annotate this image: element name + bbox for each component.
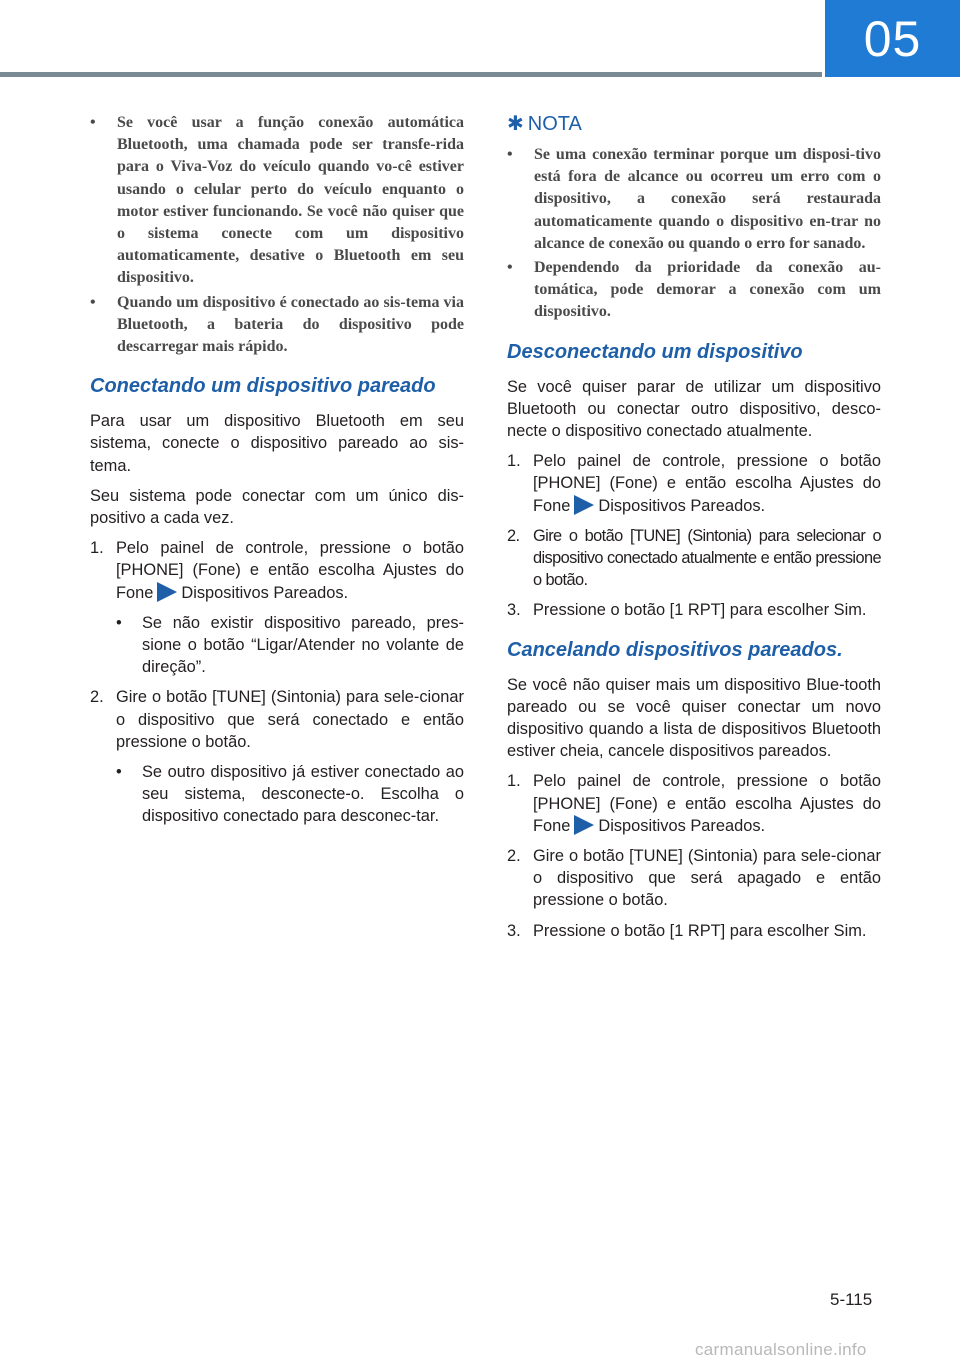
sub-item: • Se outro dispositivo já estiver conectado ao seu sistema, desconecte-o. Escolha o dispositivo conectado para desconec-tar. — [116, 763, 464, 826]
step-item: 2. Gire o botão [TUNE] (Sintonia) para selecionar o dispositivo conectado atualmente e então pressione o botão. — [507, 526, 881, 590]
tips-list — [90, 112, 464, 358]
arrow-right-icon — [574, 815, 594, 835]
section-title-disconnecting: Desconectando um dispositivo — [507, 340, 803, 363]
sub-list — [116, 761, 464, 828]
steps-list — [90, 537, 464, 827]
paragraph: Se você não quiser mais um dispositivo Blue-tooth pareado ou se você quiser conectar um novo dispositivo quando a lista de dispositivos Bluetooth estiver cheia, cancele dispositivos pareados. — [507, 675, 881, 761]
sub-list — [116, 612, 464, 679]
section-title-cancel-paired: Cancelando dispositivos pareados. — [507, 638, 843, 661]
steps-list — [507, 770, 881, 941]
step-item: 1. Pelo painel de controle, pressione o botão [PHONE] (Fone) e então escolha Ajustes do Fone Dispositivos Pareados. — [507, 772, 881, 835]
paragraph: Se você quiser parar de utilizar um dispositivo Bluetooth ou conectar outro dispositivo, desco-necte o dispositivo conectado atualmente. — [507, 377, 881, 441]
chapter-tab — [825, 0, 960, 77]
note-star-icon: ✱ — [507, 113, 524, 135]
right-column — [507, 112, 881, 950]
paragraph: Seu sistema pode conectar com um único dis-positivo a cada vez. — [90, 486, 464, 528]
sub-item: • Se não existir dispositivo pareado, pres-sione o botão “Ligar/Atender no volante de direção”. — [116, 613, 464, 677]
step-item: 3. Pressione o botão [1 RPT] para escolher Sim. — [507, 921, 867, 940]
tip-item: • Se você usar a função conexão automática Bluetooth, uma chamada pode ser transfe-rida para o Viva-Voz do veículo quando vo-cê estiver usando o celular perto do veículo enquanto o motor estiver funcionando. Se você não quiser que o sistema conecte com um dispositivo automaticamente, desative o Bluetooth em seu dispositivo. — [90, 114, 464, 287]
step-item: 2. Gire o botão [TUNE] (Sintonia) para sele-cionar o dispositivo que será apagado e então pressione o botão. — [507, 847, 881, 910]
tip-item: • Quando um dispositivo é conectado ao sis-tema via Bluetooth, a bateria do dispositivo pode descarregar mais rápido. — [90, 293, 464, 356]
note-list — [507, 144, 881, 324]
chapter-number: 05 — [863, 10, 922, 67]
left-column — [90, 112, 464, 836]
arrow-right-icon — [574, 495, 594, 515]
step-item: 2. Gire o botão [TUNE] (Sintonia) para sele-cionar o dispositivo que será conectado e então pressione o botão. • Se outro dispositivo já estiver conectado ao seu sistema, desconecte-o. Escolha o dispositivo conectado para desconec-tar. — [90, 686, 464, 827]
step-item: 1. Pelo painel de controle, pressione o botão [PHONE] (Fone) e então escolha Ajustes do Fone Dispositivos Pareados. — [507, 452, 881, 515]
step-item: 3. Pressione o botão [1 RPT] para escolher Sim. — [507, 601, 867, 620]
header-rule — [0, 72, 822, 77]
note-item: • Se uma conexão terminar porque um disposi-tivo está fora de alcance ou ocorreu um erro com o dispositivo, a conexão será restaurada automaticamente quando o dispositivo en-trar no alcance de conexão ou quando o erro for sanado. — [507, 146, 881, 252]
note-heading: ✱ NOTA — [507, 113, 582, 135]
arrow-right-icon — [157, 582, 177, 602]
paragraph: Para usar um dispositivo Bluetooth em seu sistema, conecte o dispositivo pareado ao sis-tema. — [90, 412, 464, 475]
step-item: 1. Pelo painel de controle, pressione o botão [PHONE] (Fone) e então escolha Ajustes do Fone Dispositivos Pareados. • Se não existir dispositivo pareado, pres-sione o botão “Ligar/Atender no volante de direção”. — [90, 537, 464, 678]
watermark: carmanualsonline.info — [695, 1340, 867, 1359]
note-item: • Dependendo da prioridade da conexão au-tomática, pode demorar a conexão com um dispositivo. — [507, 259, 881, 321]
section-title-connecting: Conectando um dispositivo pareado — [90, 375, 436, 398]
steps-list — [507, 450, 881, 621]
page-number: 5-115 — [830, 1290, 873, 1309]
